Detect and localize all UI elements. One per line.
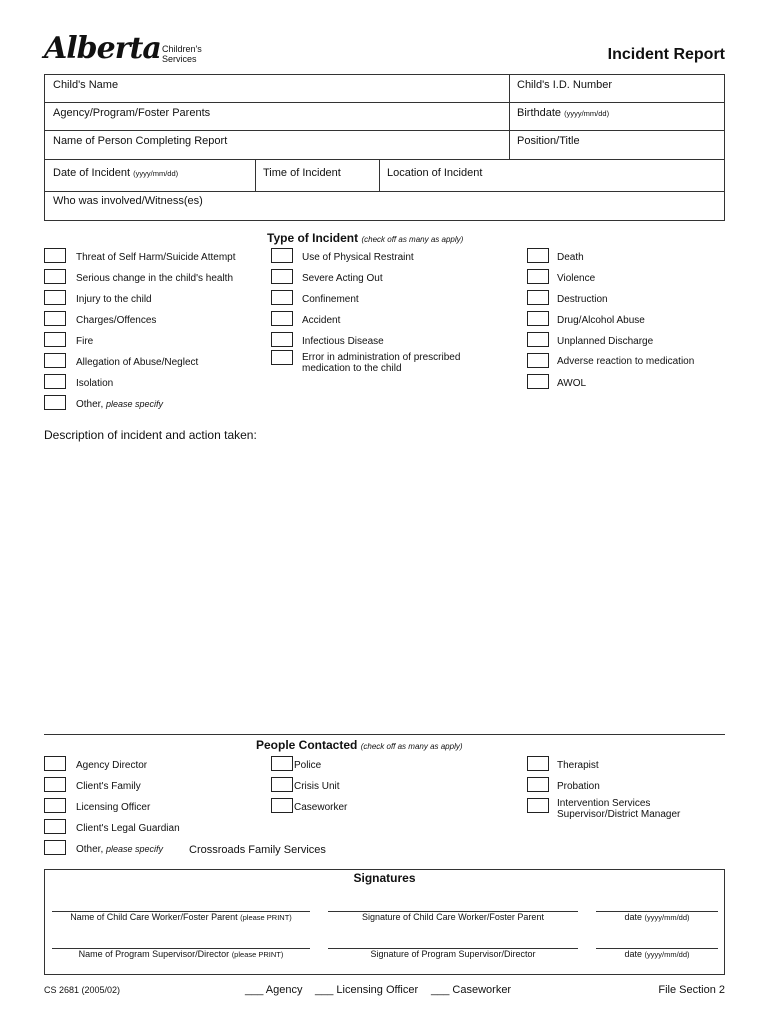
label-abuse: Allegation of Abuse/Neglect [76, 357, 199, 368]
incident-type-note: (check off as many as apply) [361, 235, 464, 244]
description-label: Description of incident and action taken: [44, 428, 257, 442]
people-contacted-note: (check off as many as apply) [360, 742, 463, 751]
label-incident-other: Other, please specify [76, 399, 164, 410]
date-format: (yyyy/mm/dd) [133, 169, 179, 178]
label-infectious-disease: Infectious Disease [302, 336, 384, 347]
label-licensing-officer: Licensing Officer [76, 802, 151, 813]
checkbox-injury[interactable] [44, 290, 66, 305]
alberta-logo: Alberta [44, 31, 161, 66]
row1-name-label: Name of Child Care Worker/Foster Parent (please PRINT) [70, 912, 292, 922]
label-medication-error: Error in administration of prescribed medication to the child [302, 352, 461, 374]
checkbox-unplanned-discharge[interactable] [527, 332, 549, 347]
checkbox-legal-guardian[interactable] [44, 819, 66, 834]
checkbox-infectious-disease[interactable] [271, 332, 293, 347]
label-acting-out: Severe Acting Out [302, 273, 383, 284]
label-contacted-other: Other, please specify [76, 844, 164, 855]
dept-line2: Services [162, 54, 197, 64]
label-therapist: Therapist [557, 760, 599, 771]
description-area[interactable] [44, 446, 725, 732]
label-caseworker: Caseworker [294, 802, 348, 813]
checkbox-acting-out[interactable] [271, 269, 293, 284]
checkbox-medication-error[interactable] [271, 350, 293, 365]
checkbox-self-harm[interactable] [44, 248, 66, 263]
checkbox-accident[interactable] [271, 311, 293, 326]
row1-date-label: date (yyyy/mm/dd) [624, 912, 690, 922]
checkbox-violence[interactable] [527, 269, 549, 284]
label-clients-family: Client's Family [76, 781, 141, 792]
row2-date-format: (yyyy/mm/dd) [644, 950, 690, 959]
row1-signature-label: Signature of Child Care Worker/Foster Parent [362, 912, 544, 922]
label-fire: Fire [76, 336, 94, 347]
label-physical-restraint: Use of Physical Restraint [302, 252, 414, 263]
distribution-caseworker[interactable]: ___ Caseworker [431, 984, 512, 996]
row1-date-format: (yyyy/mm/dd) [644, 913, 690, 922]
label-awol: AWOL [557, 378, 587, 389]
dept-name [162, 44, 202, 64]
row2-date-label: date (yyyy/mm/dd) [624, 949, 690, 959]
birthdate-format: (yyyy/mm/dd) [564, 109, 610, 118]
label-unplanned-discharge: Unplanned Discharge [557, 336, 654, 347]
distribution-agency[interactable]: ___ Agency [245, 984, 303, 996]
label-crisis-unit: Crisis Unit [294, 781, 340, 792]
checkbox-abuse[interactable] [44, 353, 66, 368]
label-violence: Violence [557, 273, 596, 284]
checkbox-drug-alcohol[interactable] [527, 311, 549, 326]
checkbox-contacted-other[interactable] [44, 840, 66, 855]
file-section: File Section 2 [658, 984, 725, 996]
incident-other-specify: please specify [106, 399, 164, 409]
checkbox-adverse-reaction[interactable] [527, 353, 549, 368]
checkbox-therapist[interactable] [527, 756, 549, 771]
checkbox-agency-director[interactable] [44, 756, 66, 771]
distribution-licensing[interactable]: ___ Licensing Officer [315, 984, 419, 996]
witnesses-label: Who was involved/Witness(es) [53, 195, 203, 207]
label-injury: Injury to the child [76, 294, 152, 305]
label-charges: Charges/Offences [76, 315, 157, 326]
childs-name-label: Child's Name [53, 79, 119, 91]
label-death: Death [557, 252, 584, 263]
checkbox-confinement[interactable] [271, 290, 293, 305]
checkbox-incident-other[interactable] [44, 395, 66, 410]
dept-line1: Children's [162, 44, 202, 54]
child-id-label: Child's I.D. Number [517, 79, 613, 91]
label-accident: Accident [302, 315, 341, 326]
contacted-other-specify: please specify [106, 844, 164, 854]
checkbox-probation[interactable] [527, 777, 549, 792]
page-title: Incident Report [607, 46, 725, 63]
time-of-incident-label: Time of Incident [263, 167, 341, 179]
checkbox-destruction[interactable] [527, 290, 549, 305]
position-title-label: Position/Title [517, 135, 580, 147]
checkbox-crisis-unit[interactable] [271, 777, 293, 792]
checkbox-charges[interactable] [44, 311, 66, 326]
label-agency-director: Agency Director [76, 760, 148, 771]
checkbox-physical-restraint[interactable] [271, 248, 293, 263]
incident-type-heading: Type of Incident (check off as many as apply) [267, 231, 464, 245]
agency-label: Agency/Program/Foster Parents [53, 107, 211, 119]
checkbox-fire[interactable] [44, 332, 66, 347]
label-intervention-services: Intervention Services Supervisor/District Manager [557, 798, 681, 820]
checkbox-death[interactable] [527, 248, 549, 263]
form-number: CS 2681 (2005/02) [44, 985, 121, 995]
date-of-incident-label: Date of Incident (yyyy/mm/dd) [53, 167, 179, 179]
checkbox-health-change[interactable] [44, 269, 66, 284]
checkbox-police[interactable] [271, 756, 293, 771]
contacted-other-value[interactable]: Crossroads Family Services [189, 844, 326, 856]
label-destruction: Destruction [557, 294, 608, 305]
people-contacted-heading: People Contacted (check off as many as apply) [256, 738, 463, 752]
label-isolation: Isolation [76, 378, 114, 389]
row2-name-note: (please PRINT) [231, 950, 284, 959]
row2-signature-label: Signature of Program Supervisor/Director [370, 949, 536, 959]
checkbox-clients-family[interactable] [44, 777, 66, 792]
birthdate-label: Birthdate (yyyy/mm/dd) [517, 107, 610, 119]
label-police: Police [294, 760, 322, 771]
checkbox-intervention-services[interactable] [527, 798, 549, 813]
label-self-harm: Threat of Self Harm/Suicide Attempt [76, 252, 236, 263]
label-health-change: Serious change in the child's health [76, 273, 234, 284]
location-of-incident-label: Location of Incident [387, 167, 483, 179]
row2-name-label: Name of Program Supervisor/Director (please PRINT) [78, 949, 284, 959]
checkbox-isolation[interactable] [44, 374, 66, 389]
label-confinement: Confinement [302, 294, 359, 305]
label-adverse-reaction: Adverse reaction to medication [557, 356, 695, 367]
row1-name-note: (please PRINT) [240, 913, 292, 922]
checkbox-caseworker[interactable] [271, 798, 293, 813]
label-probation: Probation [557, 781, 600, 792]
label-legal-guardian: Client's Legal Guardian [76, 823, 180, 834]
label-drug-alcohol: Drug/Alcohol Abuse [557, 315, 645, 326]
checkbox-awol[interactable] [527, 374, 549, 389]
checkbox-licensing-officer[interactable] [44, 798, 66, 813]
person-completing-label: Name of Person Completing Report [53, 135, 228, 147]
signatures-heading: Signatures [353, 871, 416, 885]
section-divider [44, 734, 725, 735]
